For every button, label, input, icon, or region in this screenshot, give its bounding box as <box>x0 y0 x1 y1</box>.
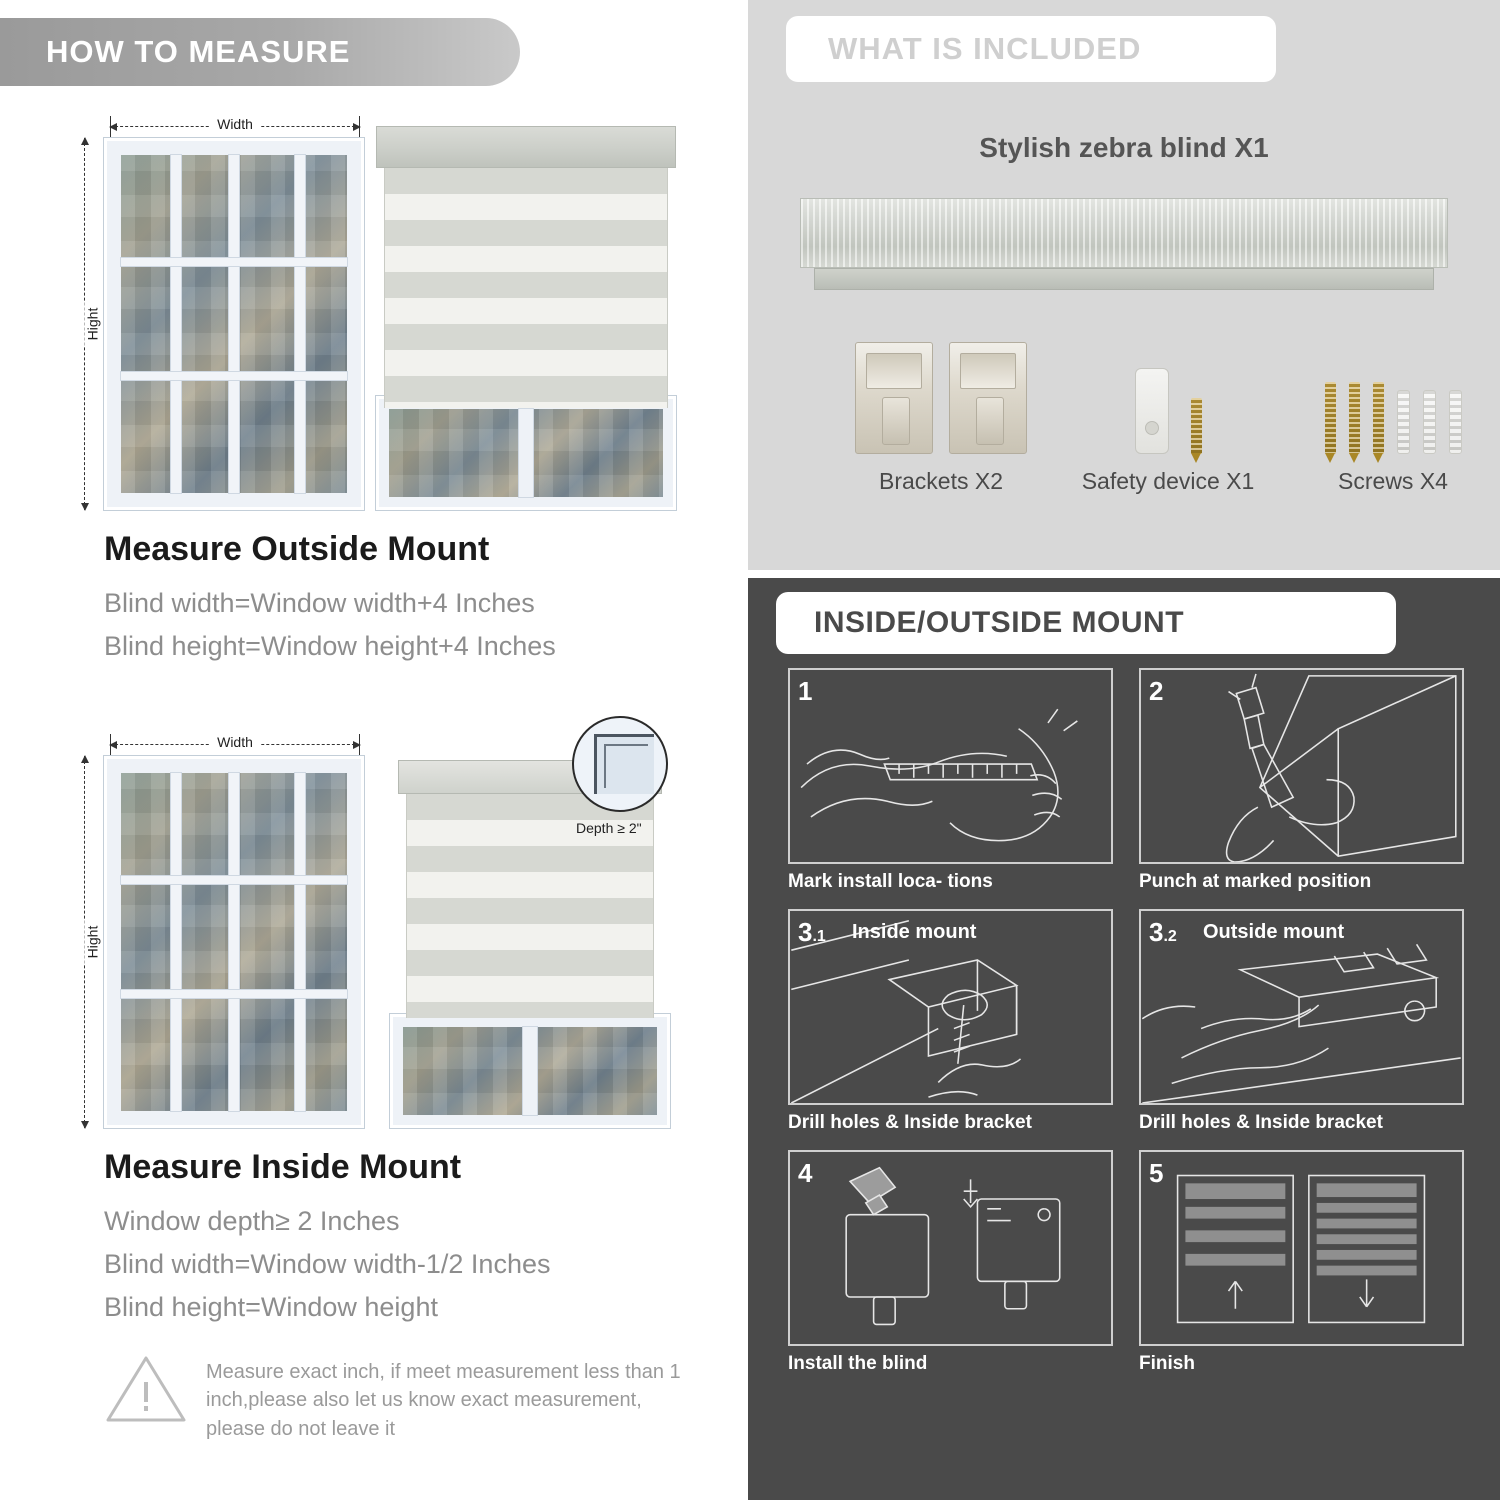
screw-icon <box>1373 382 1384 454</box>
window-with-outside-mount-blind <box>376 126 676 510</box>
step-1-caption: Mark install loca- tions <box>788 871 993 892</box>
step-3-1-title: Inside mount <box>852 921 977 943</box>
inside-height-label: Hight <box>84 920 100 965</box>
inside-width-label: Width <box>209 734 261 750</box>
screw-icon <box>1325 382 1336 454</box>
step-3-1 <box>788 909 1113 1134</box>
step-3-1-caption: Drill holes & Inside bracket <box>788 1112 1032 1133</box>
inside-mount-heading: Measure Inside Mount <box>104 1148 462 1186</box>
step-3-2-number: 3.2 <box>1149 917 1177 947</box>
outside-height-label: Hight <box>84 302 100 347</box>
bracket-icon <box>855 342 933 454</box>
step-3-2-image <box>1139 909 1464 1105</box>
inside-outside-mount-tab <box>776 592 1396 654</box>
outside-mount-heading: Measure Outside Mount <box>104 530 490 568</box>
what-is-included-title: WHAT IS INCLUDED <box>828 31 1142 66</box>
what-is-included-tab <box>786 16 1276 82</box>
step-row <box>788 668 1464 893</box>
finished-blind-icon <box>1141 1152 1462 1344</box>
wall-anchor-icon <box>1397 390 1410 454</box>
measure-warning-text: Measure exact inch, if meet measurement less than 1 inch,please also let us know exact measurement, please do not leave it <box>206 1361 681 1440</box>
how-to-measure-title: HOW TO MEASURE <box>46 34 351 69</box>
step-3-2 <box>1139 909 1464 1134</box>
window-depth-callout <box>572 716 692 856</box>
step-3-2-caption: Drill holes & Inside bracket <box>1139 1112 1383 1133</box>
step-row <box>788 909 1464 1134</box>
step-5-number: 5 <box>1149 1158 1164 1188</box>
zebra-blind-headrail-image <box>800 198 1448 290</box>
how-to-measure-column <box>0 0 740 1500</box>
step-1-number: 1 <box>798 676 813 706</box>
outside-mount-line-1: Blind width=Window width+4 Inches <box>104 588 535 618</box>
step-1 <box>788 668 1113 893</box>
outside-height-dimension <box>74 138 101 510</box>
window-without-blind <box>104 138 364 510</box>
wall-anchor-icon <box>1449 390 1462 454</box>
outside-mount-line-2: Blind height=Window height+4 Inches <box>104 631 556 661</box>
outside-width-label: Width <box>209 116 261 132</box>
inside-outside-mount-title: INSIDE/OUTSIDE MOUNT <box>814 606 1185 639</box>
wall-anchor-icon <box>1423 390 1436 454</box>
step-2 <box>1139 668 1464 893</box>
inside-mount-line-1: Window depth≥ 2 Inches <box>104 1206 400 1236</box>
what-is-included-panel <box>748 0 1500 570</box>
install-blind-icon <box>790 1152 1111 1344</box>
depth-detail-circle <box>572 716 668 812</box>
step-4-caption: Install the blind <box>788 1353 928 1374</box>
warning-triangle-icon <box>104 1352 188 1426</box>
step-3-1-number: 3.1 <box>798 917 826 947</box>
step-2-number: 2 <box>1149 676 1164 706</box>
part-safety-device <box>1048 330 1288 495</box>
screw-icon <box>1191 398 1202 454</box>
right-column <box>748 0 1500 1500</box>
screw-icon <box>1349 382 1360 454</box>
step-5 <box>1139 1150 1464 1375</box>
step-4-number: 4 <box>798 1158 813 1188</box>
bracket-icon <box>949 342 1027 454</box>
window-without-blind-inside <box>104 756 364 1128</box>
installation-steps <box>788 668 1464 1391</box>
inside-mount-line-3: Blind height=Window height <box>104 1292 438 1322</box>
safety-device-icon <box>1135 368 1169 454</box>
hand-tape-measure-icon <box>790 670 1111 862</box>
step-3-1-image <box>788 909 1113 1105</box>
depth-label: Depth ≥ 2" <box>576 820 642 836</box>
part-screws <box>1288 330 1498 495</box>
step-5-image <box>1139 1150 1464 1346</box>
step-3-2-title: Outside mount <box>1203 921 1345 943</box>
part-screws-label: Screws X4 <box>1338 468 1448 494</box>
drill-icon <box>1141 670 1462 862</box>
part-brackets <box>836 330 1046 495</box>
step-2-image <box>1139 668 1464 864</box>
inside-height-dimension <box>74 756 101 1128</box>
inside-outside-mount-panel <box>748 578 1500 1500</box>
step-2-caption: Punch at marked position <box>1139 871 1372 892</box>
outside-width-dimension <box>110 116 360 136</box>
step-5-caption: Finish <box>1139 1353 1195 1374</box>
included-parts-row <box>748 330 1500 530</box>
step-4 <box>788 1150 1113 1375</box>
part-brackets-label: Brackets X2 <box>879 468 1003 494</box>
part-safety-device-label: Safety device X1 <box>1081 468 1255 494</box>
how-to-measure-banner <box>0 18 520 86</box>
inside-width-dimension <box>110 734 360 754</box>
step-row <box>788 1150 1464 1375</box>
step-1-image <box>788 668 1113 864</box>
product-title: Stylish zebra blind X1 <box>979 132 1269 163</box>
measure-warning <box>104 1352 704 1443</box>
step-4-image <box>788 1150 1113 1346</box>
inside-mount-line-2: Blind width=Window width-1/2 Inches <box>104 1249 551 1279</box>
